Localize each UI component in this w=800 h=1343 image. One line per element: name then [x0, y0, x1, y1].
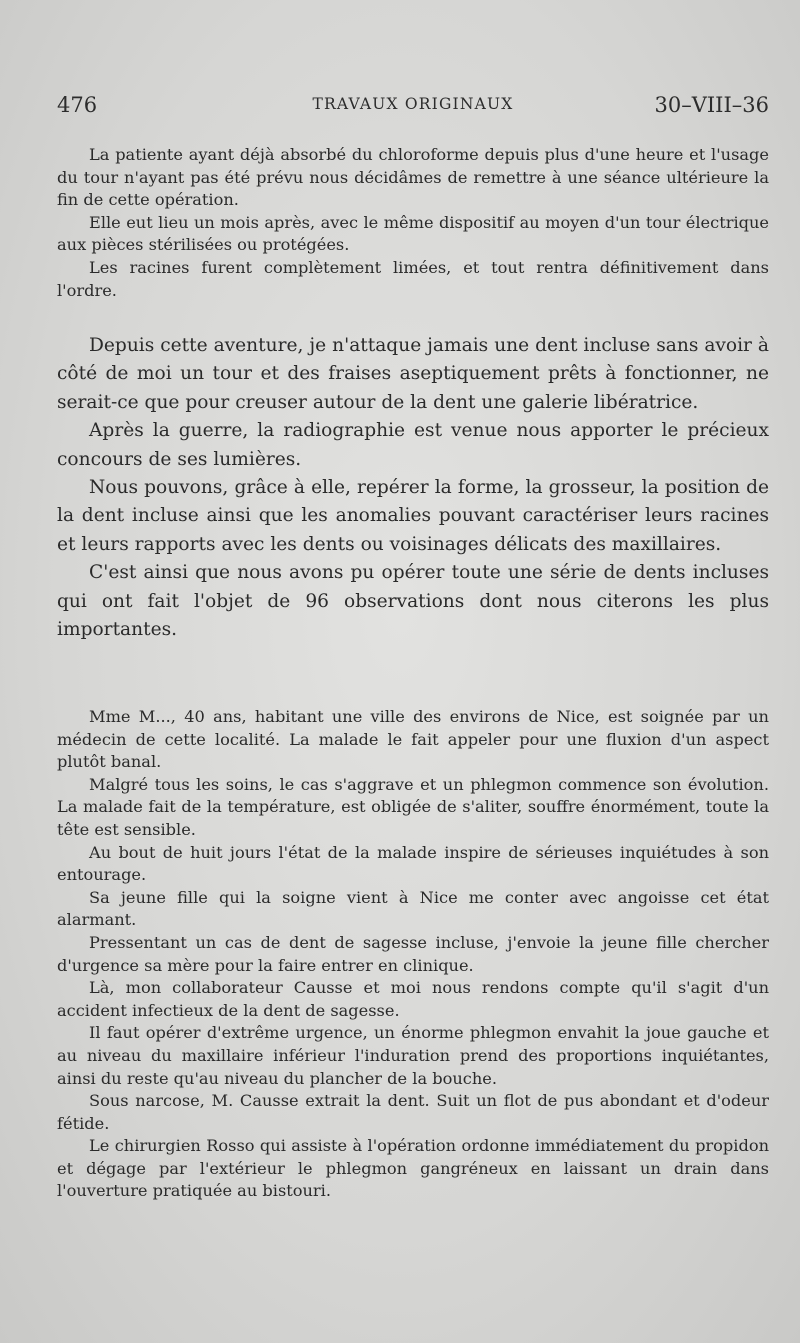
paragraph: La patiente ayant déjà absorbé du chloroforme depuis plus d'une heure et l'usage du tour n'ayant pas été prévu nous décidâmes de remettre à une séance ultérieure la fin de cette opération. — [57, 145, 769, 210]
paragraph: Mme M..., 40 ans, habitant une ville des environs de Nice, est soignée par un médecin de cette localité. La malade le fait appeler pour une fluxion d'un aspect plutôt banal. — [57, 707, 769, 772]
page-header — [57, 93, 769, 123]
main-text-block — [57, 332, 769, 644]
page-number: 476 — [57, 93, 98, 117]
paragraph: Sa jeune fille qui la soigne vient à Nice me conter avec angoisse cet état alarmant. — [57, 887, 769, 930]
paragraph: Pressentant un cas de dent de sagesse incluse, j'envoie la jeune fille chercher d'urgence sa mère pour la faire entrer en clinique. — [57, 932, 769, 975]
paragraph: Le chirurgien Rosso qui assiste à l'opération ordonne immédiatement du propidon et dégage par l'extérieur le phlegmon gangréneux en laissant un drain dans l'ouverture pratiquée au bistouri. — [57, 1136, 769, 1201]
paragraph: Nous pouvons, grâce à elle, repérer la forme, la grosseur, la position de la dent incluse ainsi que les anomalies pouvant caractériser leurs racines et leurs rapports avec les dents ou voisinages délicats des maxillaires. — [57, 477, 769, 555]
paragraph: Il faut opérer d'extrême urgence, un énorme phlegmon envahit la joue gauche et au niveau du maxillaire inférieur l'induration prend des proportions inquiétantes, ainsi du reste qu'au niveau du plancher de la bouche. — [57, 1023, 769, 1088]
paragraph: Là, mon collaborateur Causse et moi nous rendons compte qu'il s'agit d'un accident infectieux de la dent de sagesse. — [57, 978, 769, 1020]
paragraph: Au bout de huit jours l'état de la malade inspire de sérieuses inquiétudes à son entourage. — [57, 842, 769, 885]
paragraph: Après la guerre, la radiographie est venue nous apporter le précieux concours de ses lumières. — [57, 420, 769, 470]
intro-text-block — [57, 144, 769, 302]
paragraph: Sous narcose, M. Causse extrait la dent. Suit un flot de pus abondant et d'odeur fétide. — [57, 1091, 769, 1133]
paragraph: Depuis cette aventure, je n'attaque jamais une dent incluse sans avoir à côté de moi un tour et des fraises aseptiquement prêts à fonctionner, ne serait-ce que pour creuser autour de la dent une galerie libératrice. — [57, 335, 769, 413]
paragraph: C'est ainsi que nous avons pu opérer toute une série de dents incluses qui ont fait l'objet de 96 observations dont nous citerons les plus importantes. — [57, 562, 769, 641]
case-report-block — [57, 706, 769, 1203]
paragraph: Malgré tous les soins, le cas s'aggrave et un phlegmon commence son évolution. La malade fait de la température, est obligée de s'aliter, souffre énormément, toute la tête est sensible. — [57, 774, 769, 839]
header-date: 30–VIII–36 — [654, 93, 769, 117]
running-title: TRAVAUX ORIGINAUX — [312, 95, 514, 113]
paragraph: Les racines furent complètement limées, et tout rentra définitivement dans l'ordre. — [57, 257, 769, 300]
paragraph: Elle eut lieu un mois après, avec le même dispositif au moyen d'un tour électrique aux pièces stérilisées ou protégées. — [57, 212, 769, 255]
